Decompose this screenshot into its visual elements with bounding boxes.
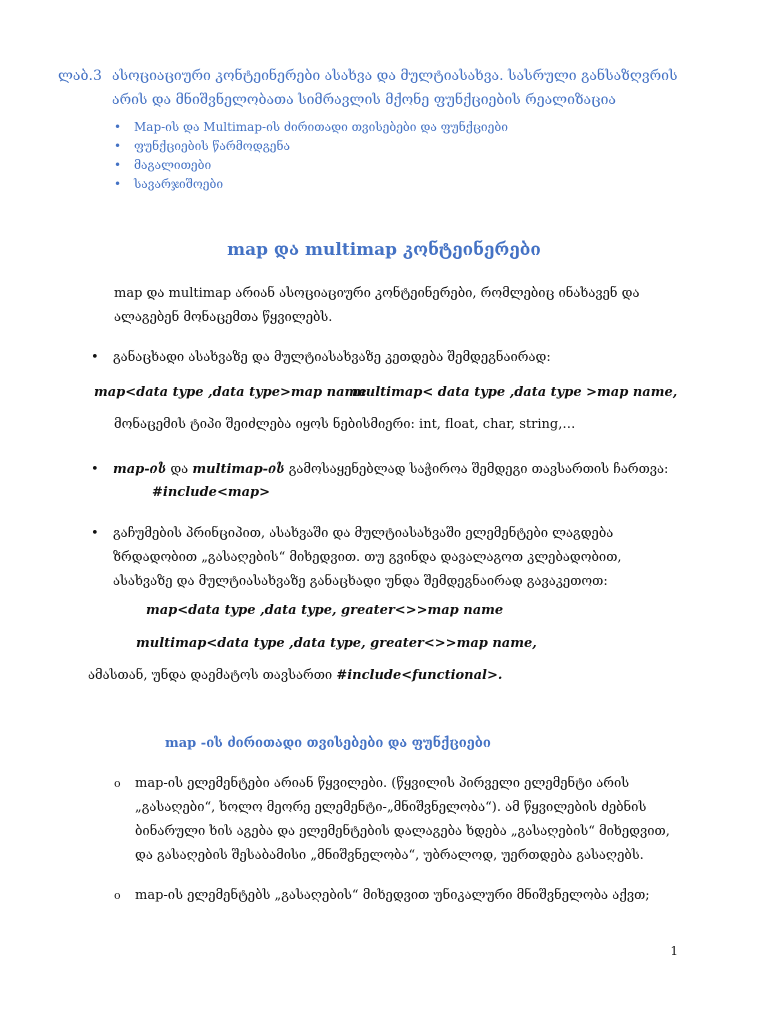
lab-title: ასოციაციური კონტეინერები ასახვა და მულტიასახვა. სასრული განსაზღვრის არის და მნიშვნელობათა სიმრავლის მქონე ფუნქციების რეალიზაცია xyxy=(112,68,678,108)
intro-paragraph: map და multimap არიან ასოციაციური კონტეინერები, რომლებიც ინახავენ და ალაგებენ მონაცემთა წყვილებს. xyxy=(114,286,640,325)
section-title: map და multimap კონტეინერები xyxy=(227,240,541,260)
toc-item[interactable]: • სავარჯიშოები xyxy=(112,175,508,194)
bullet-include xyxy=(91,458,693,482)
list-item-text: map-ის ელემენტებს „გასაღების“ მიხედვით უნიკალური მნიშვნელობა აქვთ; xyxy=(135,888,650,903)
bullet-text: გაჩუმების პრინციპით, ასახვაში და მულტიასახვაში ელემენტები ლაგდება ზრდადობით „გასაღების“ მიხედვით. თუ გვინდა დავალაგოთ კლებადობით, ასახვაზე და მულტიასახვაზე განაცხადი უნდა შემდეგნაირად გავაკეთოთ: xyxy=(113,526,622,589)
code-multimap-declaration: multimap< data type ,data type >map name, xyxy=(352,385,678,400)
code-map-greater: map<data type ,data type, greater<>>map name xyxy=(146,603,504,618)
list-item-text: map-ის ელემენტები არიან წყვილები. (წყვილის პირველი ელემენტი არის „გასაღები“, ხოლო მეორე ელემენტი-„მნიშვნელობა“). ამ წყვილების ძებნის ბინარული ხის აგება და ელემენტების დალაგება ხდება „გასაღების“ მიხედვით, და გასაღების შესაბამისი „მნიშვნელობა“, უბრალოდ, უერთდება გასაღებს. xyxy=(135,776,670,863)
include-functional: #include<functional>. xyxy=(336,668,503,683)
bullet-declaration xyxy=(91,346,693,370)
bullet-ordering xyxy=(91,522,673,594)
code-map-declaration: map<data type ,data type>map name xyxy=(94,385,367,400)
types-note: მონაცემის ტიპი შეიძლება იყოს ნებისმიერი: int, float, char, string,… xyxy=(114,417,576,432)
bullet-dot-icon: • xyxy=(91,526,99,541)
map-term: map-ის xyxy=(113,462,167,477)
page-number: 1 xyxy=(670,944,678,958)
bullet-dot-icon: • xyxy=(91,350,99,365)
multimap-term: multimap-ის xyxy=(192,462,285,477)
toc-item[interactable]: • ფუნქციების წარმოდგენა xyxy=(112,137,508,156)
list-item xyxy=(114,884,695,908)
bullet-dot-icon: • xyxy=(91,462,99,477)
bullet-text: გამოსაყენებლად საჭიროა შემდეგი თავსართის ჩართვა: xyxy=(284,462,669,477)
list-item xyxy=(114,772,675,868)
conjunction: და xyxy=(166,462,193,477)
circle-bullet-icon: o xyxy=(114,889,121,902)
subsection-title: map -ის ძირითადი თვისებები და ფუნქციები xyxy=(165,736,491,751)
bullet-text: განაცხადი ასახვაზე და მულტიასახვაზე კეთდება შემდეგნაირად: xyxy=(113,350,551,365)
note-text: ამასთან, უნდა დაემატოს თავსართი xyxy=(88,668,337,683)
circle-bullet-icon: o xyxy=(114,777,121,790)
toc-item[interactable]: • მაგალითები xyxy=(112,156,508,175)
lab-number: ლაბ.3 xyxy=(58,68,102,84)
toc-item[interactable]: • Map-ის და Multimap-ის ძირითადი თვისებები და ფუნქციები xyxy=(112,118,508,137)
lab-heading xyxy=(58,64,698,112)
table-of-contents xyxy=(112,118,508,194)
code-multimap-greater: multimap<data type ,data type, greater<>>map name, xyxy=(136,636,537,651)
include-map: #include<map> xyxy=(152,485,271,500)
include-functional-note xyxy=(88,664,688,688)
